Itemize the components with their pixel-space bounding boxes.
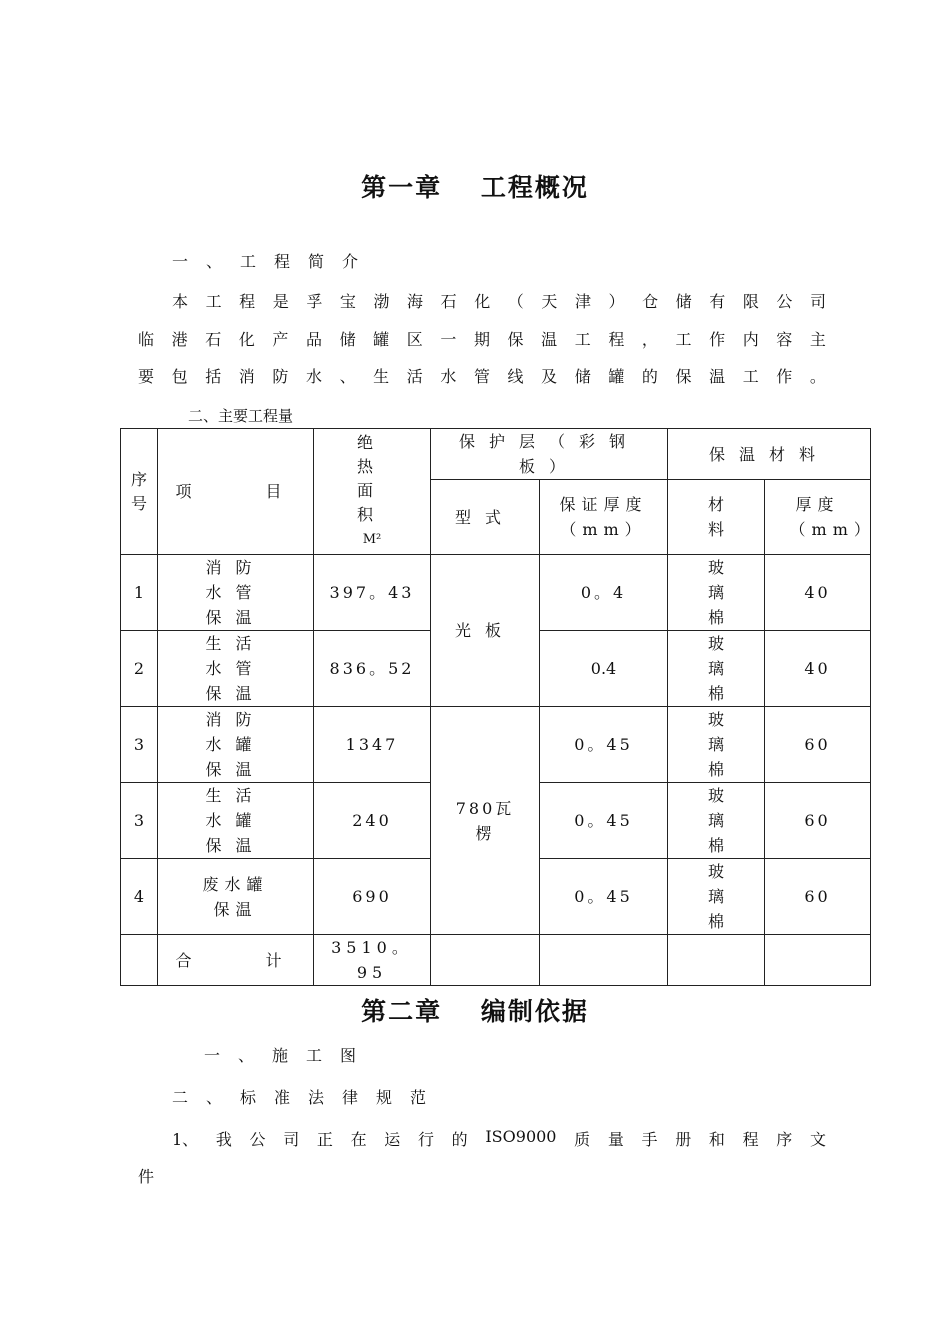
text-glyph: 程	[239, 292, 256, 311]
quantities-table	[120, 428, 876, 986]
text-glyph: ，	[641, 330, 658, 349]
text-glyph: 产	[272, 330, 289, 349]
text-glyph: 化	[474, 292, 491, 311]
text-glyph: 序	[776, 1130, 793, 1149]
text-glyph: 是	[272, 292, 289, 311]
table-row: 3 生活水罐保温 240 0。45 玻璃棉 60	[121, 783, 871, 859]
text-glyph: 线	[507, 367, 524, 386]
text-glyph: 保	[507, 330, 524, 349]
text-glyph: 罐	[373, 330, 390, 349]
text-glyph: 储	[675, 292, 692, 311]
text-glyph: 罐	[608, 367, 625, 386]
text-glyph: 防	[272, 367, 289, 386]
text-glyph: 储	[339, 330, 356, 349]
text-glyph: 宝	[339, 292, 356, 311]
text-glyph: 管	[473, 367, 490, 386]
text-glyph: 括	[205, 367, 222, 386]
text-glyph: 温	[709, 367, 726, 386]
text-glyph: 司	[283, 1130, 300, 1149]
text-glyph: 一	[440, 330, 457, 349]
text-glyph: 温	[541, 330, 558, 349]
text-glyph: 储	[574, 367, 591, 386]
text-glyph: 要	[138, 367, 155, 386]
header-material: 材料	[668, 480, 765, 555]
text-glyph: 运	[384, 1130, 401, 1149]
text-glyph: 工	[205, 292, 222, 311]
text-glyph: 及	[541, 367, 558, 386]
text-glyph: 临	[138, 330, 155, 349]
text-glyph: 程	[742, 1130, 759, 1149]
text-glyph: 本	[172, 292, 189, 311]
text-glyph: 在	[350, 1130, 367, 1149]
text-glyph: ）	[608, 292, 625, 311]
text-glyph: 和	[708, 1130, 725, 1149]
chapter1-title: 第一章 工程概况	[361, 173, 589, 202]
text-glyph: 1、	[172, 1130, 199, 1149]
table-row: 3 消防水罐保温 1347 780瓦楞 0。45 玻璃棉 60	[121, 707, 871, 783]
text-glyph: 生	[373, 367, 390, 386]
text-glyph: 主	[809, 330, 826, 349]
text-glyph: 仓	[642, 292, 659, 311]
text-glyph: 司	[809, 292, 826, 311]
table-row: 1 消防水管保温 397。43 光板 0。4 玻璃棉 40	[121, 555, 871, 631]
text-glyph: 册	[675, 1130, 692, 1149]
header-protect-layer: 保护层（彩钢板）	[431, 429, 668, 480]
text-glyph: 津	[574, 292, 591, 311]
text-glyph: 作	[709, 330, 726, 349]
text-glyph: 文	[809, 1130, 826, 1149]
text-glyph: 容	[776, 330, 793, 349]
text-glyph: 消	[238, 367, 255, 386]
table-row: 2 生活水管保温 836。52 0.4 玻璃棉 40	[121, 631, 871, 707]
text-glyph: 量	[607, 1130, 624, 1149]
text-glyph: 活	[406, 367, 423, 386]
text-glyph: 公	[249, 1130, 266, 1149]
chapter2-title: 第二章 编制依据	[361, 997, 589, 1026]
text-glyph: 孚	[306, 292, 323, 311]
intro-line-3	[138, 364, 826, 387]
text-glyph: 工	[675, 330, 692, 349]
table-row-total: 合 计 3510。95	[121, 935, 871, 986]
text-glyph: 包	[171, 367, 188, 386]
text-glyph: 。	[809, 367, 826, 386]
text-glyph: 保	[675, 367, 692, 386]
basis-item-drawings: 一、施工图	[204, 1046, 375, 1065]
header-area: 绝热面积 M²	[314, 429, 431, 555]
intro-line-1	[172, 289, 826, 312]
table-row: 4 废水罐保温 690 0。45 玻璃棉 60	[121, 859, 871, 935]
text-glyph: 天	[541, 292, 558, 311]
header-insulation-material: 保温材料	[668, 429, 871, 480]
basis-item-standards: 二、标准法律规范	[172, 1088, 445, 1107]
text-glyph: 行	[417, 1130, 434, 1149]
text-glyph: 水	[440, 367, 457, 386]
header-guarantee-thickness: 保证厚度（mm）	[540, 480, 668, 555]
basis-paragraph-line-1	[172, 1127, 826, 1150]
text-glyph: 工	[574, 330, 591, 349]
text-glyph: 渤	[373, 292, 390, 311]
text-glyph: 的	[641, 367, 658, 386]
text-glyph: 石	[440, 292, 457, 311]
text-glyph: 期	[473, 330, 490, 349]
text-glyph: 化	[238, 330, 255, 349]
basis-paragraph-line-2: 件	[138, 1167, 155, 1186]
text-glyph: 区	[406, 330, 423, 349]
text-glyph: 海	[407, 292, 424, 311]
text-glyph: 限	[742, 292, 759, 311]
text-glyph: （	[507, 292, 524, 311]
header-item: 项 目	[158, 429, 314, 555]
text-glyph: 港	[171, 330, 188, 349]
text-glyph: 有	[709, 292, 726, 311]
text-glyph: 公	[776, 292, 793, 311]
text-glyph: 作	[776, 367, 793, 386]
intro-line-2	[138, 327, 826, 350]
header-thickness: 厚度（mm）	[765, 480, 871, 555]
text-glyph: ISO9000	[485, 1127, 557, 1146]
section-heading-intro: 一、工程简介	[172, 252, 377, 271]
section-heading-quantities: 二、主要工程量	[188, 407, 294, 425]
text-glyph: 的	[451, 1130, 468, 1149]
text-glyph: 程	[608, 330, 625, 349]
header-type: 型式	[431, 480, 540, 555]
text-glyph: 石	[205, 330, 222, 349]
text-glyph: 水	[305, 367, 322, 386]
text-glyph: 内	[742, 330, 759, 349]
header-index: 序号	[121, 429, 158, 555]
text-glyph: 品	[305, 330, 322, 349]
text-glyph: 、	[339, 367, 356, 386]
text-glyph: 正	[316, 1130, 333, 1149]
text-glyph: 手	[641, 1130, 658, 1149]
text-glyph: 工	[742, 367, 759, 386]
text-glyph: 质	[574, 1130, 591, 1149]
text-glyph: 我	[215, 1130, 232, 1149]
